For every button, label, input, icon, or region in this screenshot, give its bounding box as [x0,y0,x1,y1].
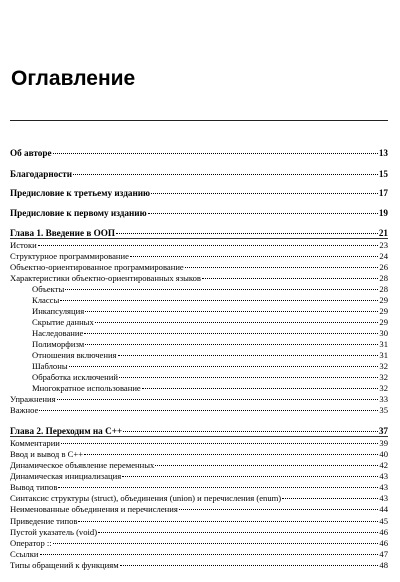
toc-entry-title: Отношения включения [32,350,117,360]
toc-entry-title: Об авторе [10,148,52,158]
toc-entry-title: Благодарности [10,169,73,179]
toc-entry-title: Инкапсуляция [32,306,85,316]
toc-entry-title: Объекты [32,284,65,294]
toc-entry-page: 24 [379,251,388,261]
toc-entry-page: 37 [378,426,388,436]
toc-entry[interactable] [10,516,388,526]
dot-leader [95,322,379,323]
toc-entry-title: Синтаксис структуры (struct), объединения (union) и перечисления (enum) [10,493,282,503]
toc-entry-page: 23 [379,240,388,250]
toc-subentry[interactable] [10,350,388,360]
toc-entry-page: 29 [379,306,388,316]
toc-entry-title: Важное [10,405,39,415]
toc-entry-page: 39 [379,438,388,448]
toc-subentry[interactable] [10,361,388,371]
dot-leader [119,377,378,378]
dot-leader [39,410,378,411]
toc-entry[interactable] [10,538,388,548]
toc-entry-title: Многократное использование [32,383,141,393]
toc-entry[interactable] [10,262,388,272]
dot-leader [53,153,378,154]
toc-entry-title: Полиморфизм [32,339,85,349]
toc-entry-page: 44 [379,504,388,514]
toc-entry-title: Предисловие к третьему изданию [10,188,151,198]
dot-leader [142,388,379,389]
toc-chapter[interactable] [10,426,388,436]
dot-leader [185,267,379,268]
toc-entry-title: Характеристики объектно-ориентированных языков [10,273,201,283]
toc-entry-page: 29 [379,317,388,327]
dot-leader [155,465,378,466]
toc-entry-title: Шаблоны [32,361,68,371]
toc-subentry[interactable] [10,383,388,393]
toc-entry-page: 46 [379,538,388,548]
toc-entry[interactable] [10,208,388,218]
toc-entry-page: 13 [378,148,388,158]
toc-entry-title: Комментарии [10,438,60,448]
toc-subentry[interactable] [10,306,388,316]
toc-entry-page: 31 [379,339,388,349]
toc-entry-page: 46 [379,527,388,537]
toc-entry-page: 19 [378,208,388,218]
toc-entry-title: Наследование [32,328,84,338]
toc-entry[interactable] [10,482,388,492]
toc-entry[interactable] [10,273,388,283]
dot-leader [38,245,379,246]
toc-entry-title: Динамическое объявление переменных [10,460,155,470]
toc-entry-title: Ссылки [10,549,39,559]
toc-entry[interactable] [10,560,388,570]
dot-leader [73,174,378,175]
dot-leader [120,565,379,566]
dot-leader [61,443,379,444]
toc-entry-title: Типы обращений к функциям [10,560,119,570]
toc-entry-page: 21 [378,228,388,238]
chapter-underline [10,436,388,437]
toc-entry[interactable] [10,549,388,559]
dot-leader [84,454,378,455]
toc-entry-title: Динамическая инициализация [10,471,122,481]
toc-entry-page: 28 [379,284,388,294]
toc-entry-title: Ввод и вывод в C++ [10,449,84,459]
toc-entry[interactable] [10,449,388,459]
toc-entry[interactable] [10,527,388,537]
toc-entry-page: 35 [379,405,388,415]
dot-leader [151,193,378,194]
toc-entry-page: 48 [379,560,388,570]
toc-entry-page: 32 [379,372,388,382]
toc-entry-title: Объектно-ориентированное программирование [10,262,184,272]
toc-entry[interactable] [10,148,388,158]
toc-entry-page: 42 [379,460,388,470]
toc-entry-page: 28 [379,273,388,283]
toc-entry-title: Пустой указатель (void) [10,527,98,537]
dot-leader [148,213,378,214]
toc-entry[interactable] [10,169,388,179]
dot-leader [40,554,379,555]
toc-subentry[interactable] [10,339,388,349]
toc-entry-title: Вывод типов [10,482,58,492]
dot-leader [53,543,379,544]
toc-entry-title: Приведение типов [10,516,78,526]
toc-entry-page: 40 [379,449,388,459]
dot-leader [122,476,378,477]
toc-entry-title: Классы [32,295,60,305]
toc-entry-title: Глава 2. Переходим на C++ [10,426,123,436]
dot-leader [84,333,378,334]
toc-subentry[interactable] [10,328,388,338]
dot-leader [58,487,378,488]
toc-entry-page: 43 [379,482,388,492]
toc-entry-title: Истоки [10,240,37,250]
title-divider [10,120,388,121]
toc-entry-page: 29 [379,295,388,305]
toc-entry-title: Глава 1. Введение в ООП [10,228,116,238]
chapter-underline [10,238,388,239]
toc-subentry[interactable] [10,372,388,382]
toc-chapter[interactable] [10,228,388,238]
toc-subentry[interactable] [10,284,388,294]
toc-entry-page: 32 [379,361,388,371]
dot-leader [57,399,379,400]
toc-entry-page: 47 [379,549,388,559]
dot-leader [118,355,379,356]
toc-entry-title: Скрытие данных [32,317,94,327]
page-title: Оглавление [11,67,136,90]
toc-entry-title: Оператор :: [10,538,52,548]
toc-entry-title: Обработка исключений [32,372,118,382]
dot-leader [202,278,378,279]
toc-entry[interactable] [10,471,388,481]
dot-leader [85,344,378,345]
toc-entry-page: 43 [379,493,388,503]
dot-leader [85,311,378,312]
dot-leader [60,300,378,301]
toc-subentry[interactable] [10,317,388,327]
toc-entry[interactable] [10,438,388,448]
toc-entry-title: Предисловие к первому изданию [10,208,147,218]
toc-entry[interactable] [10,504,388,514]
toc-entry-title: Структурное программирование [10,251,129,261]
toc-subentry[interactable] [10,295,388,305]
dot-leader [282,498,378,499]
toc-entry[interactable] [10,405,388,415]
toc-entry-page: 30 [379,328,388,338]
toc-entry-page: 26 [379,262,388,272]
dot-leader [98,532,378,533]
toc-entry-title: Неименованные объединения и перечисления [10,504,178,514]
toc-entry[interactable] [10,251,388,261]
toc-entry[interactable] [10,394,388,404]
toc-entry-page: 17 [378,188,388,198]
toc-entry-page: 33 [379,394,388,404]
dot-leader [78,521,378,522]
toc-entry[interactable] [10,460,388,470]
dot-leader [179,509,379,510]
dot-leader [123,431,378,432]
dot-leader [116,233,378,234]
toc-entry[interactable] [10,188,388,198]
dot-leader [130,256,379,257]
dot-leader [69,366,379,367]
dot-leader [65,289,378,290]
toc-entry[interactable] [10,240,388,250]
toc-entry-page: 43 [379,471,388,481]
toc-entry-page: 32 [379,383,388,393]
toc-entry-page: 31 [379,350,388,360]
toc-entry-title: Упражнения [10,394,56,404]
toc-entry-page: 45 [379,516,388,526]
toc-entry-page: 15 [378,169,388,179]
toc-entry[interactable] [10,493,388,503]
